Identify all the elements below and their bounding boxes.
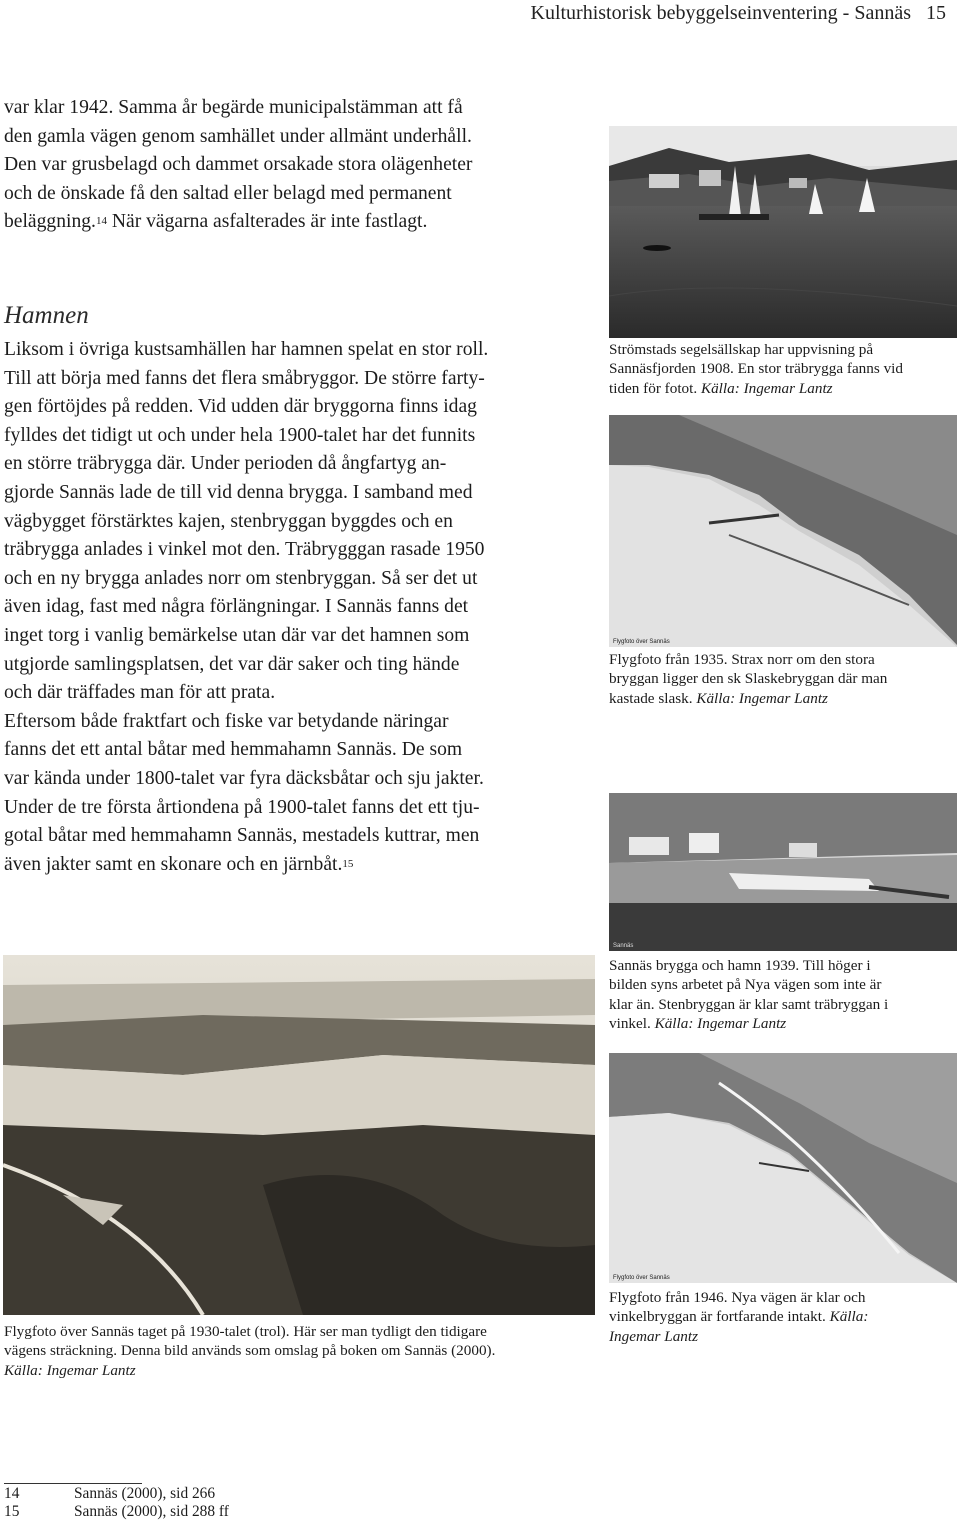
body-line: gotal båtar med hemmahamn Sannäs, mestadels kuttrar, men bbox=[4, 825, 480, 847]
body-line: gen förtöjdes på redden. Vid udden där bryggorna finns idag bbox=[4, 396, 477, 418]
photo-sailing-1908 bbox=[609, 126, 957, 338]
running-title: Kulturhistorisk bebyggelseinventering - Sannäs bbox=[530, 2, 911, 24]
photo2-label: Flygfoto över Sannäs bbox=[613, 639, 670, 645]
caption-line: Sannäsfjorden 1908. En stor träbrygga fanns vid bbox=[609, 360, 903, 378]
footnote-ref-15[interactable]: 15 bbox=[342, 857, 354, 870]
body-line: gjorde Sannäs lade de till vid denna brygga. I samband med bbox=[4, 481, 473, 503]
photo4-label: Flygfoto över Sannäs bbox=[613, 1275, 670, 1281]
intro-line: den gamla vägen genom samhället under allmänt underhåll. bbox=[4, 125, 472, 147]
photo-aerial-1946 bbox=[609, 1053, 957, 1283]
intro-line: beläggning.$^{14}$ När vägarna asfalterades är inte fastlagt. bbox=[4, 211, 428, 233]
caption-line: vinkel. Källa: Ingemar Lantz bbox=[609, 1015, 787, 1033]
body-line: utgjorde samlingsplatsen, det var där saker och ting hände bbox=[4, 653, 460, 675]
caption-line: Strömstads segelsällskap har uppvisning på bbox=[609, 341, 874, 358]
intro-line: var klar 1942. Samma år begärde municipalstämman att få bbox=[4, 97, 463, 118]
caption-source: Källa: bbox=[829, 1308, 869, 1326]
footnote-text: Sannäs (2000), sid 266 bbox=[74, 1485, 216, 1502]
intro-paragraph bbox=[4, 94, 594, 237]
caption-source: Källa: Ingemar Lantz bbox=[696, 689, 828, 707]
footnotes bbox=[4, 1485, 229, 1520]
caption-source: Ingemar Lantz bbox=[609, 1327, 699, 1345]
running-header bbox=[531, 2, 947, 25]
page-number: 15 bbox=[926, 2, 946, 24]
body-line: och där träffades man för att prata. bbox=[4, 682, 276, 704]
caption-line: Flygfoto från 1935. Strax norr om den stora bbox=[609, 651, 875, 668]
caption-line: bryggan ligger den sk Slaskebryggan där man bbox=[609, 670, 888, 688]
section-heading: Hamnen bbox=[4, 302, 89, 329]
footnote-15 bbox=[4, 1503, 229, 1521]
footnote-14 bbox=[4, 1485, 229, 1503]
caption-line: Flygfoto från 1946. Nya vägen är klar och bbox=[609, 1289, 866, 1306]
caption-photo1 bbox=[609, 340, 957, 398]
body-line: en större träbrygga där. Under perioden då ångfartyg an- bbox=[4, 453, 447, 475]
footnote-text: Sannäs (2000), sid 288 ff bbox=[74, 1502, 229, 1520]
caption-line: Flygfoto över Sannäs taget på 1930-talet (trol). Här ser man tydligt den tidigare bbox=[4, 1323, 487, 1340]
body-line: och en ny brygga anlades norr om stenbryggan. Så ser det ut bbox=[4, 567, 478, 589]
intro-line: och de önskade få den saltad eller belagd med permanent bbox=[4, 182, 452, 204]
body-line: Under de tre första årtiondena på 1900-talet fanns det ett tju- bbox=[4, 796, 480, 818]
photo3-label: Sannäs bbox=[613, 943, 634, 949]
caption-line: Sannäs brygga och hamn 1939. Till höger i bbox=[609, 957, 871, 974]
caption-source: Källa: Ingemar Lantz bbox=[700, 379, 833, 397]
photo-aerial-1935 bbox=[609, 415, 957, 647]
body-line: även idag, fast med några förlängningar. I Sannäs fanns det bbox=[4, 596, 469, 618]
caption-photo4 bbox=[609, 1288, 957, 1346]
photo-harbour-1939 bbox=[609, 793, 957, 951]
photo-aerial-1930s bbox=[3, 955, 595, 1315]
footnote-number: 15 bbox=[4, 1502, 20, 1520]
body-line: fanns det ett antal båtar med hemmahamn Sannäs. De som bbox=[4, 739, 463, 761]
caption-photo3 bbox=[609, 956, 957, 1034]
caption-photo2 bbox=[609, 650, 957, 708]
body-line: Eftersom både fraktfart och fiske var betydande näringar bbox=[4, 710, 449, 732]
caption-line: vägens sträckning. Denna bild används som omslag på boken om Sannäs (2000). bbox=[4, 1342, 496, 1360]
body-line: träbrygga anlades i vinkel mot den. Träbrygggan rasade 1950 bbox=[4, 539, 485, 561]
caption-line: klar än. Stenbryggan är klar samt träbryggan i bbox=[609, 995, 889, 1013]
footnote-rule bbox=[4, 1483, 142, 1484]
caption-line: vinkelbryggan är fortfarande intakt. Källa: bbox=[609, 1308, 869, 1326]
body-line: fylldes det tidigt ut och under hela 1900-talet har det funnits bbox=[4, 424, 476, 446]
body-line: Liksom i övriga kustsamhällen har hamnen spelat en stor roll. bbox=[4, 339, 489, 360]
caption-photo5 bbox=[4, 1322, 596, 1380]
footnote-ref-14[interactable]: 14 bbox=[95, 215, 107, 228]
caption-line: tiden för fotot. Källa: Ingemar Lantz bbox=[609, 379, 833, 397]
body-line: vägbygget förstärktes kajen, stenbryggan byggdes och en bbox=[4, 510, 453, 532]
body-line: inget torg i vanlig bemärkelse utan där var det hamnen som bbox=[4, 624, 470, 646]
caption-line: bilden syns arbetet på Nya vägen som inte är bbox=[609, 976, 882, 994]
section-body bbox=[4, 336, 594, 879]
body-line: även jakter samt en skonare och en järnbåt.$^{15}$ bbox=[4, 853, 354, 875]
footnote-number: 14 bbox=[4, 1485, 20, 1502]
caption-source: Källa: Ingemar Lantz bbox=[4, 1361, 136, 1379]
body-line: var kända under 1800-talet var fyra däcksbåtar och sju jakter. bbox=[4, 767, 484, 789]
body-line: Till att börja med fanns det flera småbryggor. De större farty- bbox=[4, 367, 485, 389]
intro-line: Den var grusbelagd och dammet orsakade stora olägenheter bbox=[4, 154, 473, 176]
caption-source: Källa: Ingemar Lantz bbox=[654, 1015, 787, 1033]
caption-line: kastade slask. Källa: Ingemar Lantz bbox=[609, 689, 828, 707]
